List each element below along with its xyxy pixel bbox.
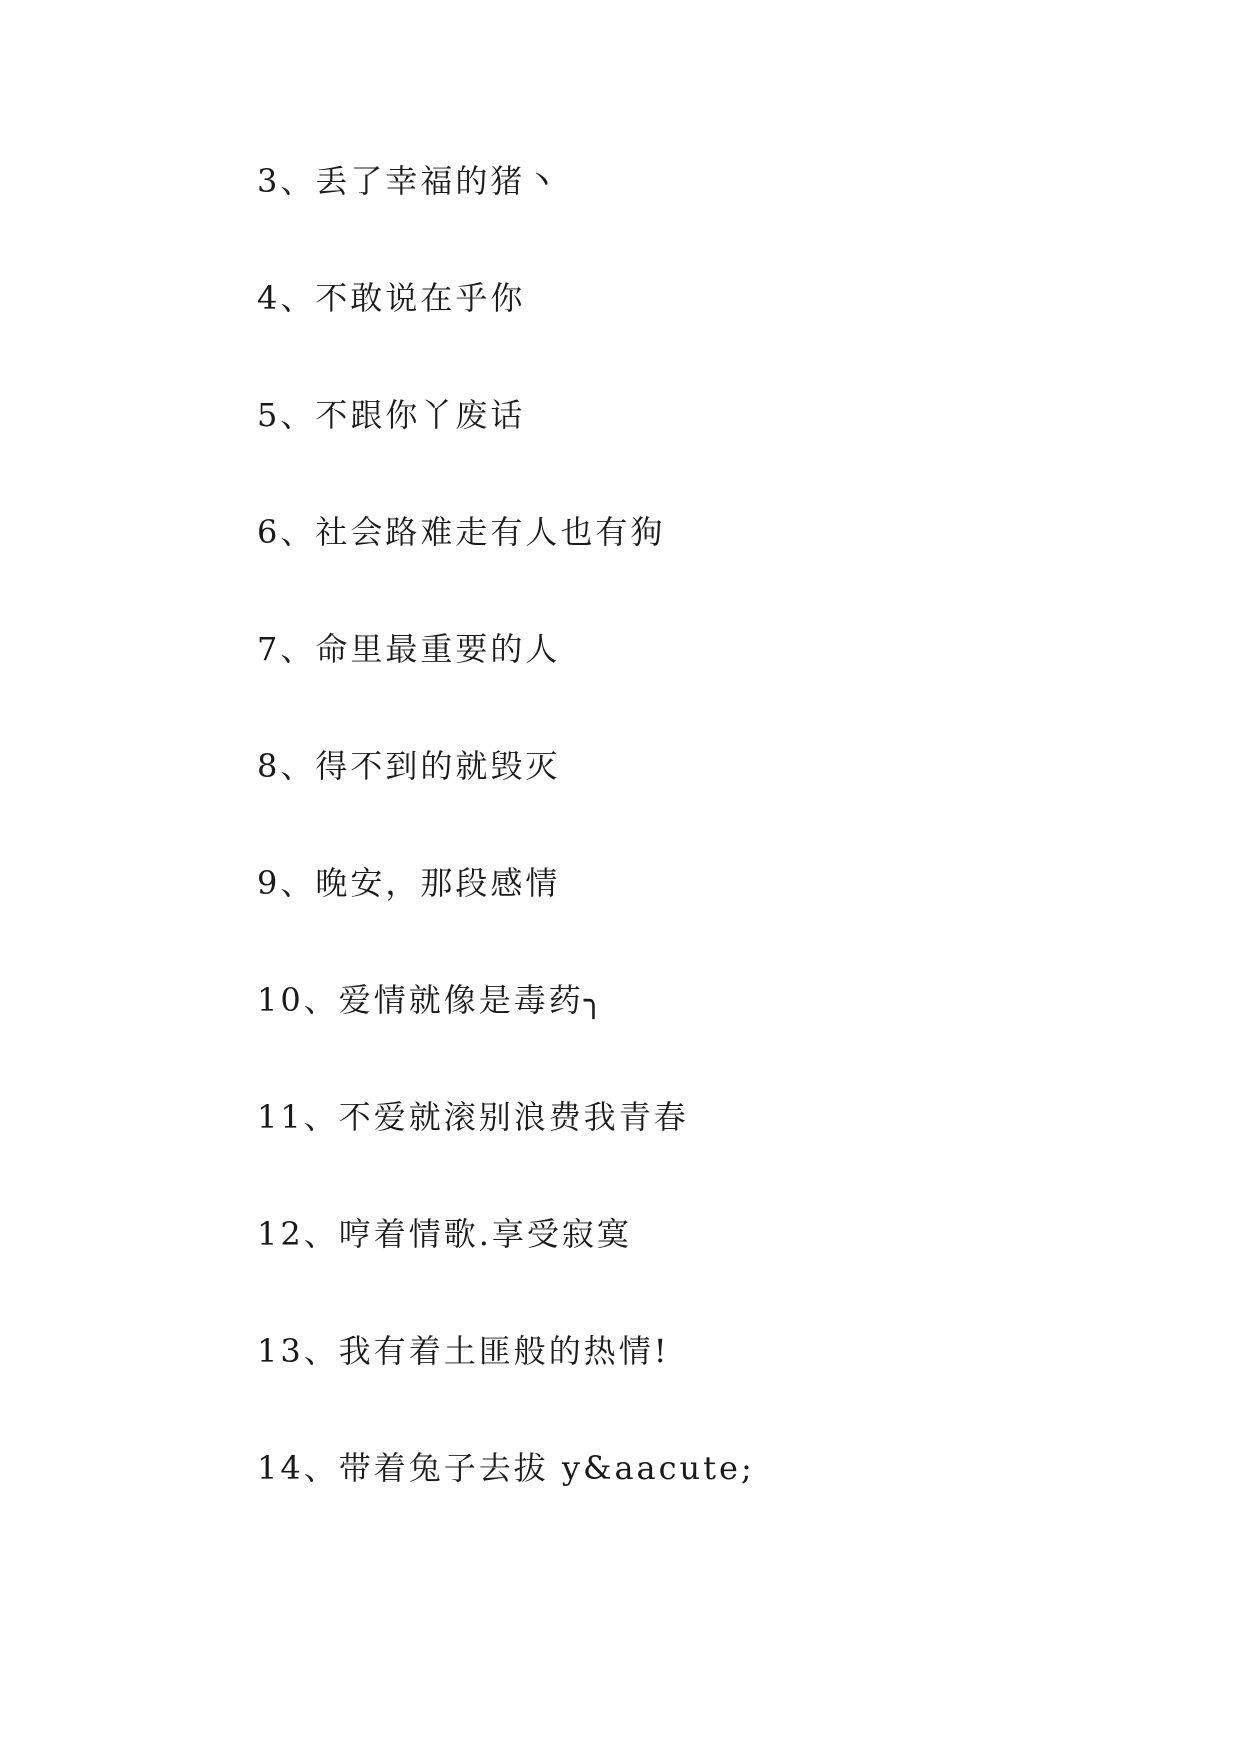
- list-item: 8、得不到的就毁灭: [257, 747, 561, 785]
- list-item: 7、命里最重要的人: [257, 630, 561, 668]
- list-item: 12、哼着情歌.享受寂寞: [257, 1215, 632, 1253]
- list-item: 4、不敢说在乎你: [257, 279, 526, 317]
- list-item: 5、不跟你丫废话: [257, 396, 526, 434]
- list-item: 14、带着兔子去拔 y&aacute;: [257, 1449, 755, 1487]
- list-item: 10、爱情就像是毒药╮: [257, 981, 606, 1019]
- list-item: 11、不爱就滚别浪费我青春: [257, 1098, 689, 1136]
- list-item: 3、丢了幸福的猪丶: [257, 162, 561, 200]
- list-item: 9、晚安，那段感情: [257, 864, 561, 902]
- list-item: 6、社会路难走有人也有狗: [257, 513, 666, 551]
- numbered-list: [257, 160, 755, 1564]
- list-item: 13、我有着土匪般的热情!: [257, 1332, 670, 1370]
